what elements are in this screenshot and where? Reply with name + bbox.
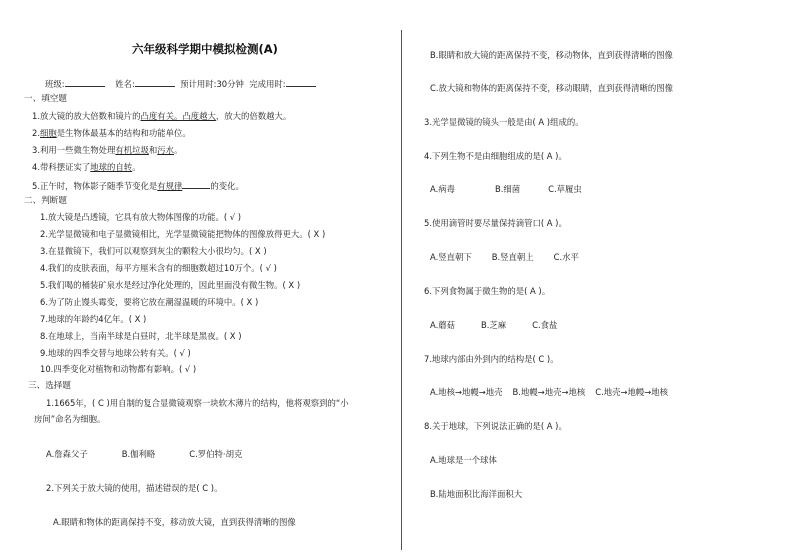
judge-item-9: 9.地球的四季交替与地球公转有关。( √ ) (40, 348, 191, 358)
choice-q2-text: 2.下列关于放大镜的使用，描述错误的是( C )。 (46, 483, 223, 493)
fill-item-3: 3.利用一些微生物处理有机垃圾和污水。 (32, 145, 183, 155)
choice-q1-line1: 1.1665年，( C )用自制的复合显微镜观察一块软木薄片的结构，他将观察到的“小 (46, 398, 349, 408)
choice-q4-options (430, 184, 582, 195)
judge-item-7: 7.地球的年龄约4亿年。( X ) (40, 314, 147, 324)
class-blank[interactable] (65, 77, 105, 87)
column-divider (401, 30, 402, 550)
judge-item-3: 3.在显微镜下，我们可以观察到灰尘的颗粒大小很均匀。( X ) (40, 246, 267, 256)
choice-q4-text: 4.下列生物不是由细胞组成的是( A )。 (424, 151, 567, 161)
done-blank[interactable] (286, 77, 316, 87)
choice-q6-options (430, 320, 557, 331)
choice-q5-options (430, 252, 579, 263)
option-b[interactable]: B.地幔→地壳→地核 (512, 387, 586, 397)
choice-q1-options (46, 449, 242, 460)
choice-q2-option-c[interactable]: C.放大镜和物体的距离保持不变，移动眼睛，直到获得清晰的图像 (430, 83, 674, 93)
judge-item-2: 2.光学显微镜和电子显微镜相比，光学显微镜能把物体的图像放得更大。( X ) (40, 229, 326, 239)
class-label: 班级: (45, 79, 65, 89)
choice-q2-option-b[interactable]: B.眼睛和放大镜的距离保持不变，移动物体，直到获得清晰的图像 (430, 50, 673, 60)
judge-item-8: 8.在地球上，当南半球是白昼时，北半球是黑夜。( X ) (40, 331, 242, 341)
choice-q5-text: 5.使用滴管时要尽量保持滴管口( A )。 (424, 218, 567, 228)
choice-q3-text: 3.光学显微镜的镜头一般是由( A )组成的。 (424, 117, 584, 127)
choice-q6-text: 6.下列食物属于微生物的是( A )。 (424, 286, 551, 296)
option-a[interactable]: A.竖直朝下 (430, 252, 472, 262)
judge-item-4: 4.我们的皮肤表面，每平方厘米含有的细胞数超过10万个。( √ ) (40, 263, 277, 273)
fill-item-1: 1.放大镜的放大倍数和镜片的凸度有关。凸度越大，放大的倍数越大。 (32, 111, 292, 121)
option-a[interactable]: A.地核→地幔→地壳 (430, 387, 503, 397)
choice-q7-text: 7.地球内部由外到内的结构是( C )。 (424, 354, 559, 364)
choice-q7-options (430, 387, 668, 398)
option-c[interactable]: C.水平 (553, 252, 579, 262)
fill-item-5: 5.正午时，物体影子随季节变化是有规律 的变化。 (32, 181, 244, 191)
fill-item-4: 4.带科摆证实了地球的自转。 (32, 162, 141, 172)
section-choice-heading: 三、选择题 (28, 381, 71, 391)
option-b[interactable]: B.细菌 (495, 184, 521, 194)
judge-item-1: 1.放大镜是凸透镜，它具有放大物体图像的功能。( √ ) (40, 212, 242, 222)
done-label: 完成用时: (249, 79, 286, 89)
name-label: 姓名: (115, 79, 135, 89)
time-label: 预计用时:30分钟 (180, 79, 244, 89)
fill-item-2: 2.细胞是生物体最基本的结构和功能单位。 (32, 128, 191, 138)
choice-q1-line2: 房间”命名为细胞。 (34, 414, 106, 424)
option-b[interactable]: B.芝麻 (481, 320, 507, 330)
section-fill-heading: 一、填空题 (24, 94, 67, 104)
section-judge-heading: 二、判断题 (24, 196, 67, 206)
option-c[interactable]: C.罗伯特·胡克 (189, 449, 243, 459)
choice-q2-option-a[interactable]: A.眼睛和物体的距离保持不变，移动放大镜，直到获得清晰的图像 (53, 517, 296, 527)
judge-item-5: 5.我们喝的桶装矿泉水是经过净化处理的，因此里面没有微生物。( X ) (40, 280, 301, 290)
option-c[interactable]: C.草履虫 (548, 184, 582, 194)
choice-q8-option-b[interactable]: B.陆地面积比海洋面积大 (430, 489, 523, 499)
judge-item-10: 10.四季变化对植物和动物都有影响。( √ ) (40, 364, 197, 374)
option-a[interactable]: A.病毒 (430, 184, 455, 194)
choice-q8-option-a[interactable]: A.地球是一个球体 (430, 455, 497, 465)
option-b[interactable]: B.伽利略 (121, 449, 156, 459)
option-a[interactable]: A.蘑菇 (430, 320, 455, 330)
name-blank[interactable] (135, 77, 175, 87)
choice-q8-text: 8.关于地球，下列说法正确的是( A )。 (424, 421, 567, 431)
option-a[interactable]: A.詹森父子 (46, 449, 88, 459)
option-c[interactable]: C.地壳→地幔→地核 (595, 387, 669, 397)
option-c[interactable]: C.食盐 (532, 320, 558, 330)
student-info-line (45, 77, 316, 90)
option-b[interactable]: B.竖直朝上 (491, 252, 534, 262)
page-title: 六年级科学期中模拟检测(A) (132, 42, 278, 56)
judge-item-6: 6.为了防止馒头霉变，要将它放在潮湿温暖的环境中。( X ) (40, 297, 259, 307)
